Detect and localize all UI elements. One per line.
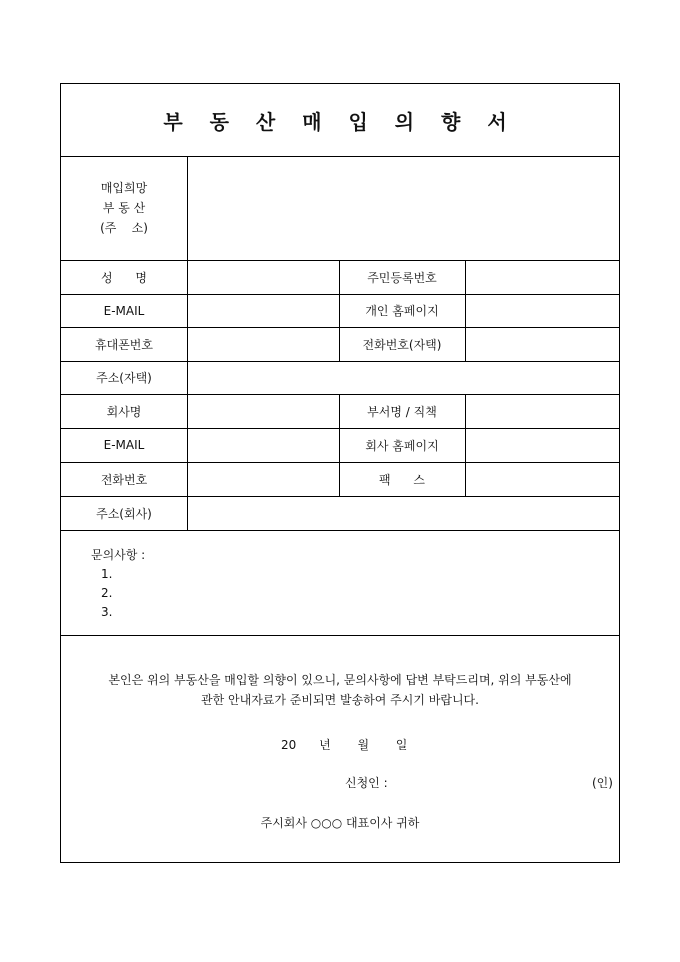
dept-field[interactable] [465, 394, 619, 428]
resident-no-label: 주민등록번호 [367, 270, 437, 285]
mobile-label: 휴대폰번호 [95, 337, 153, 352]
company-homepage-label: 회사 홈페이지 [365, 438, 439, 453]
inquiry-item: 3. [101, 605, 113, 619]
company-email-field[interactable] [187, 428, 339, 462]
company-address-label: 주소(회사) [96, 506, 152, 521]
email-label: E-MAIL [103, 303, 145, 318]
property-label [61, 156, 187, 260]
home-address-field[interactable] [187, 361, 619, 394]
resident-no-field[interactable] [465, 260, 619, 294]
home-phone-field[interactable] [465, 327, 619, 361]
company-address-field[interactable] [187, 496, 619, 530]
name-field[interactable] [187, 260, 339, 294]
applicant-label: 신청인 : [345, 776, 388, 790]
property-address-field[interactable] [187, 156, 619, 260]
title-row [61, 84, 619, 157]
fax-field[interactable] [465, 462, 619, 496]
home-address-label: 주소(자택) [96, 371, 152, 385]
company-name-field[interactable] [187, 394, 339, 428]
mobile-field[interactable] [187, 327, 339, 361]
addressee: 주시회사 ○○○ 대표이사 귀하 [260, 816, 420, 830]
fax-label: 팩 스 [378, 472, 426, 487]
property-label-line1: 매입희망 [100, 181, 148, 195]
property-label-line2: 부 동 산 [102, 201, 146, 215]
inquiry-item: 2. [101, 586, 113, 600]
statement [61, 670, 619, 710]
company-name-label: 회사명 [106, 404, 142, 419]
name-label: 성 명 [100, 270, 148, 285]
property-label-line3: (주 소) [100, 221, 148, 235]
seal-label: (인) [592, 776, 613, 790]
email-field[interactable] [187, 294, 339, 327]
dept-label: 부서명 / 직책 [367, 404, 437, 419]
inquiry-section[interactable] [91, 546, 145, 622]
home-phone-label: 전화번호(자택) [362, 337, 442, 352]
date-line: 20 년 월 일 [281, 738, 408, 752]
company-homepage-field[interactable] [465, 428, 619, 462]
homepage-field[interactable] [465, 294, 619, 327]
statement-line2: 관한 안내자료가 준비되면 발송하여 주시기 바랍니다. [201, 693, 479, 707]
company-phone-label: 전화번호 [100, 472, 148, 487]
page-title: 부 동 산 매 입 의 향 서 [163, 109, 517, 134]
inquiry-item: 1. [101, 567, 113, 581]
inquiry-label: 문의사항 : [91, 548, 146, 562]
homepage-label: 개인 홈페이지 [365, 304, 439, 318]
purchase-intent-form [60, 83, 620, 863]
company-phone-field[interactable] [187, 462, 339, 496]
statement-line1: 본인은 위의 부동산을 매입할 의향이 있으니, 문의사항에 답변 부탁드리며, 위의 부동산에 [108, 673, 572, 687]
company-email-label: E-MAIL [103, 438, 145, 452]
